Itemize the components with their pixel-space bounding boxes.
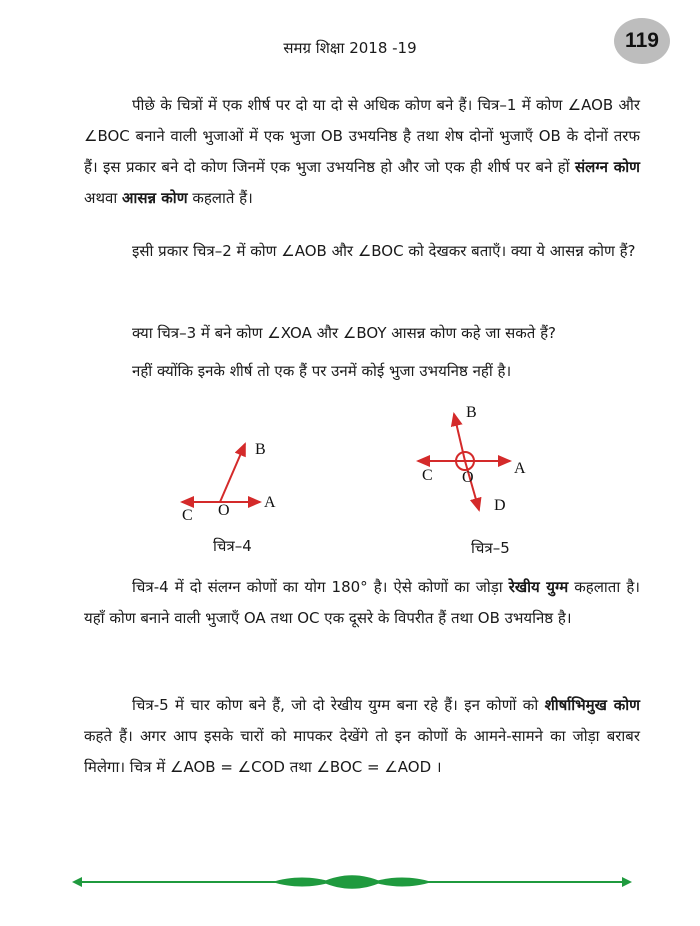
label-b: B	[255, 441, 266, 458]
paragraph-adjacent-angles	[84, 90, 640, 214]
term-adjacent-angles-alt: आसन्न कोण	[122, 189, 188, 207]
term-adjacent-angles: संलग्न कोण	[575, 158, 640, 176]
label-b: B	[466, 404, 477, 421]
term-vertical-angles: शीर्षाभिमुख कोण	[544, 696, 640, 714]
paragraph-text: नहीं क्योंकि इनके शीर्ष तो एक हैं पर उनमें कोई भुजा उभयनिष्ठ नहीं है।	[132, 362, 512, 380]
figure-5-caption: चित्र–5	[471, 539, 510, 557]
paragraph-text: इसी प्रकार चित्र–2 में कोण ∠AOB और ∠BOC को देखकर बताएँ। क्या ये आसन्न कोण हैं?	[132, 242, 636, 260]
figure-5-vertical-angles	[410, 400, 540, 524]
paragraph-text: कहलाते हैं।	[187, 189, 253, 207]
paragraph-text: चित्र-4 में दो संलग्न कोणों का योग 180° है। ऐसे कोणों का जोड़ा	[132, 578, 509, 596]
paragraph-text: कहते हैं। अगर आप इसके चारों को मापकर देखेंगे तो इन कोणों के आमने-सामने का जोड़ा बराबर मिलेगा। चित्र में ∠AOB = ∠COD तथा ∠BOC = ∠AOD ।	[84, 727, 640, 776]
figure-4-diagram	[170, 430, 310, 530]
figure-5-diagram	[410, 400, 540, 520]
paragraph-text: अथवा	[84, 189, 123, 207]
page-number-badge: 119	[614, 18, 670, 64]
paragraph-text: कहलाता है। यहाँ कोण बनाने वाली भुजाएँ OA तथा OC एक दूसरे के विपरीत हैं तथा OB उभयनिष्ठ है।	[84, 578, 640, 627]
page-header-title: समग्र शिक्षा 2018 -19	[283, 39, 417, 57]
label-c: C	[422, 467, 433, 484]
footer-divider-ornament	[72, 870, 632, 894]
figure-4-caption: चित्र–4	[213, 537, 252, 555]
label-d: D	[494, 497, 506, 514]
paragraph-vertical-angles	[84, 690, 640, 783]
ray-ob	[220, 444, 245, 502]
label-o: O	[462, 469, 474, 486]
paragraph-question-fig3	[84, 318, 640, 349]
paragraph-text: क्या चित्र–3 में बने कोण ∠XOA और ∠BOY आसन्न कोण कहे जा सकते हैं?	[132, 324, 557, 342]
figure-4-linear-pair	[170, 430, 310, 534]
paragraph-answer-fig3	[84, 356, 640, 387]
term-linear-pair: रेखीय युग्म	[508, 578, 569, 596]
label-c: C	[182, 507, 193, 524]
paragraph-text: पीछे के चित्रों में एक शीर्ष पर दो या दो से अधिक कोण बने हैं। चित्र–1 में कोण ∠AOB और ∠BOC बनाने वाली भुजाओं में एक भुजा OB उभयनिष्ठ है तथा शेष दोनों भुजाएँ OB के दोनों तरफ हैं। इस प्रकार बने दो कोण जिनमें एक भुजा उभयनिष्ठ हो और जो एक ही शीर्ष पर बने हों	[84, 96, 640, 176]
label-a: A	[514, 460, 526, 477]
label-o: O	[218, 502, 230, 519]
paragraph-text: चित्र-5 में चार कोण बने हैं, जो दो रेखीय युग्म बना रहे हैं। इन कोणों को	[132, 696, 545, 714]
paragraph-question-fig2	[84, 236, 640, 267]
footer-divider	[72, 870, 632, 898]
label-a: A	[264, 494, 276, 511]
paragraph-linear-pair	[84, 572, 640, 634]
